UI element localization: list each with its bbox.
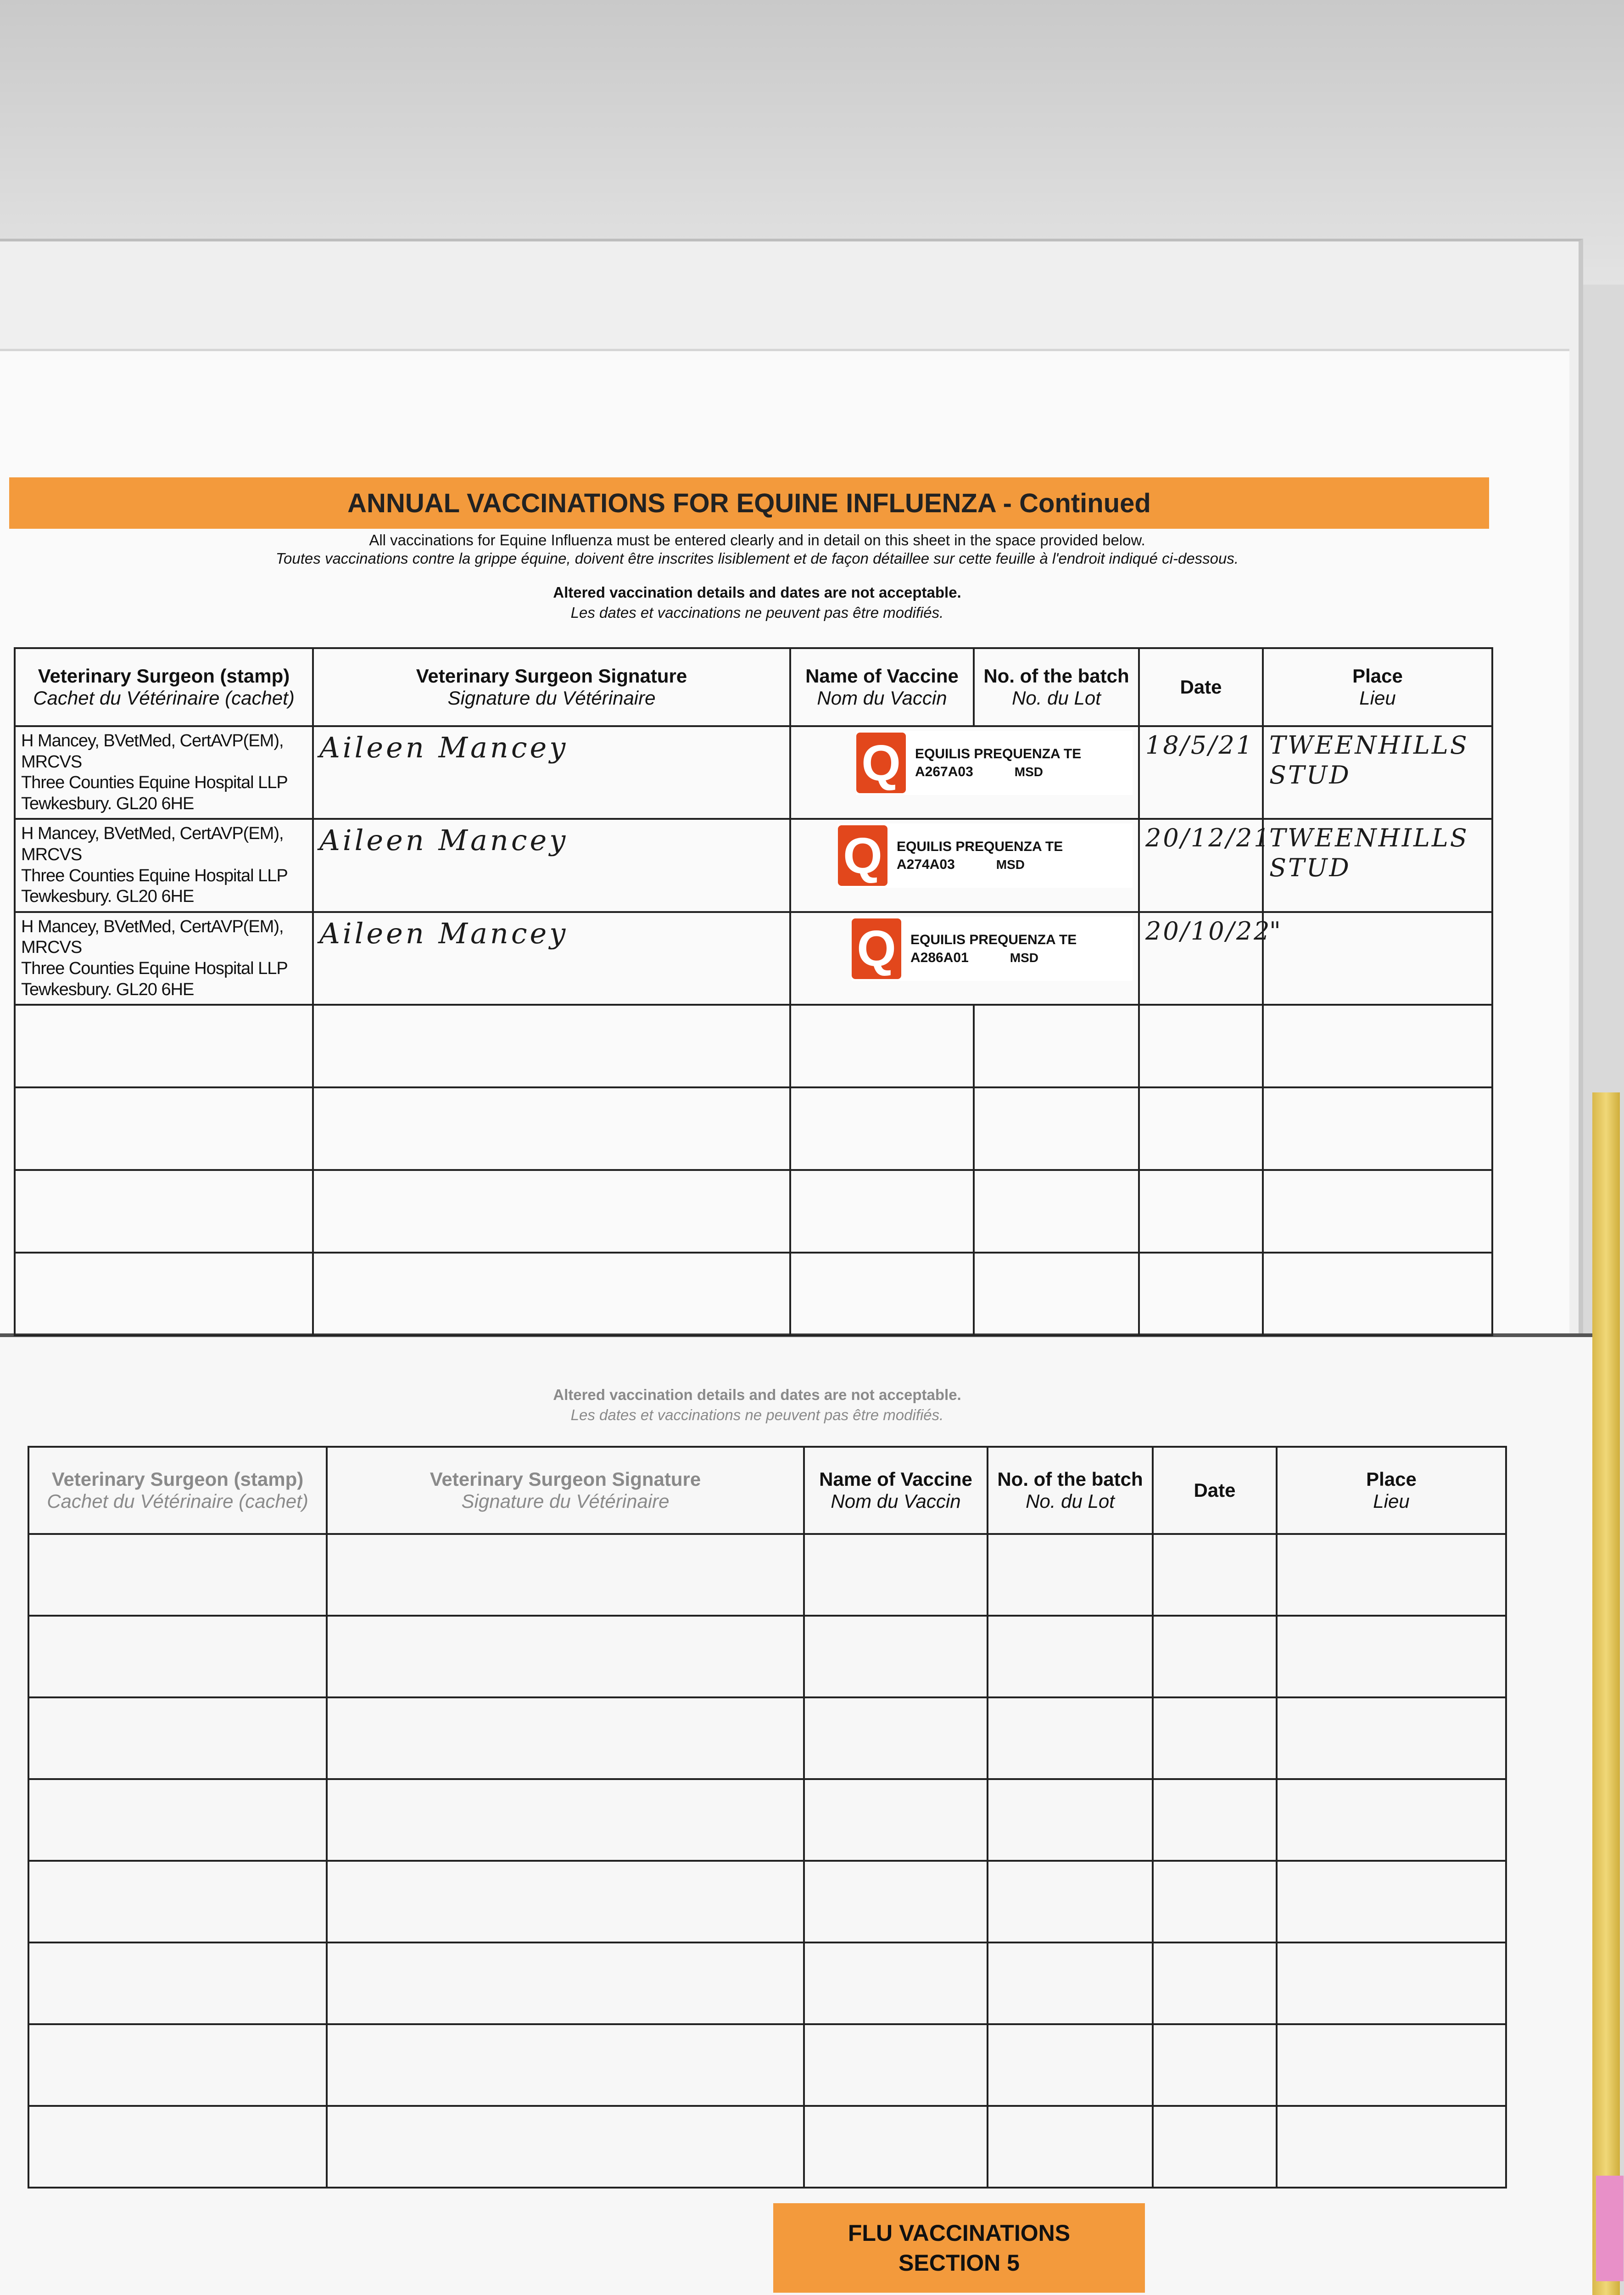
lower-warning-fr: Les dates et vaccinations ne peuvent pas être modifiés.	[570, 1406, 944, 1423]
lower-warning-en: Altered vaccination details and dates are not acceptable.	[553, 1386, 961, 1403]
vaccine-label: Q EQUILIS PREQUENZA TE A286A01 MSD	[790, 912, 1139, 1005]
vaccine-logo: Q	[852, 918, 901, 979]
vet-signature: Aileen Mancey	[313, 912, 790, 1005]
vaccination-date: 20/10/22	[1139, 912, 1263, 1005]
footer-line-2: SECTION 5	[899, 2250, 1020, 2276]
table-row	[15, 1005, 1492, 1087]
table-row	[28, 2024, 1506, 2106]
table-row	[28, 1942, 1506, 2024]
vaccination-date: 20/12/21	[1139, 819, 1263, 912]
table-row	[15, 726, 1492, 819]
footer-line-1: FLU VACCINATIONS	[848, 2220, 1071, 2246]
col-stamp: Veterinary Surgeon (stamp) Cachet du Vétérinaire (cachet)	[15, 648, 313, 726]
instruction-fr: Toutes vaccinations contre la grippe équine, doivent être inscrites lisiblement et de façon détaillee sur cette feuille à l'endroit indiqué ci-dessous.	[275, 550, 1239, 567]
batch-number: A267A03	[915, 764, 973, 779]
vaccine-logo: Q	[856, 733, 906, 793]
table-header-row	[28, 1447, 1506, 1534]
section-banner	[9, 477, 1489, 529]
vet-stamp: H Mancey, BVetMed, CertAVP(EM), MRCVS Three Counties Equine Hospital LLP Tewkesbury. GL20 6HE	[15, 819, 313, 912]
warning-en: Altered vaccination details and dates are not acceptable.	[553, 584, 961, 601]
vaccination-table	[14, 647, 1493, 1336]
vaccine-logo: Q	[838, 825, 887, 886]
col-place: Place Lieu	[1263, 648, 1492, 726]
lower-vaccination-table	[28, 1446, 1507, 2189]
col-signature: Veterinary Surgeon Signature Signature du Vétérinaire	[327, 1447, 804, 1534]
col-date: Date	[1139, 648, 1263, 726]
msd-logo: MSD	[996, 857, 1025, 872]
col-vaccine: Name of Vaccine Nom du Vaccin	[804, 1447, 988, 1534]
vaccination-place: "	[1263, 912, 1492, 1005]
passport-cover-edge	[1592, 1092, 1620, 2295]
col-batch: No. of the batch No. du Lot	[988, 1447, 1153, 1534]
table-row	[28, 1534, 1506, 1616]
col-date: Date	[1153, 1447, 1277, 1534]
msd-logo: MSD	[1014, 765, 1043, 779]
vet-stamp: H Mancey, BVetMed, CertAVP(EM), MRCVS Three Counties Equine Hospital LLP Tewkesbury. GL20 6HE	[15, 912, 313, 1005]
col-vaccine: Name of Vaccine Nom du Vaccin	[790, 648, 974, 726]
table-row	[28, 1861, 1506, 1942]
col-place: Place Lieu	[1277, 1447, 1506, 1534]
table-row	[15, 912, 1492, 1005]
page-title: ANNUAL VACCINATIONS FOR EQUINE INFLUENZA - Continued	[347, 488, 1151, 518]
table-row	[15, 1087, 1492, 1170]
vaccination-date: 18/5/21	[1139, 726, 1263, 819]
vaccine-label: Q EQUILIS PREQUENZA TE A267A03 MSD	[790, 726, 1139, 819]
index-tab	[1596, 2176, 1624, 2281]
vaccination-place: TWEENHILLS STUD	[1263, 819, 1492, 912]
batch-number: A286A01	[910, 950, 969, 965]
vet-signature: Aileen Mancey	[313, 819, 790, 912]
col-batch: No. of the batch No. du Lot	[974, 648, 1139, 726]
table-row	[15, 1253, 1492, 1335]
section-footer	[773, 2203, 1145, 2293]
table-header-row	[15, 648, 1492, 726]
table-row	[15, 1170, 1492, 1253]
batch-number: A274A03	[897, 857, 955, 873]
col-signature: Veterinary Surgeon Signature Signature du Vétérinaire	[313, 648, 790, 726]
vaccination-place: TWEENHILLS STUD	[1263, 726, 1492, 819]
table-row	[28, 2106, 1506, 2188]
msd-logo: MSD	[1010, 950, 1038, 965]
warning-fr: Les dates et vaccinations ne peuvent pas être modifiés.	[570, 604, 944, 621]
table-row	[28, 1779, 1506, 1861]
instruction-en: All vaccinations for Equine Influenza must be entered clearly and in detail on this sheet in the space provided below.	[369, 532, 1145, 549]
table-row	[15, 819, 1492, 912]
table-row	[28, 1697, 1506, 1779]
vet-stamp: H Mancey, BVetMed, CertAVP(EM), MRCVS Three Counties Equine Hospital LLP Tewkesbury. GL20 6HE	[15, 726, 313, 819]
vaccine-label: Q EQUILIS PREQUENZA TE A274A03 MSD	[790, 819, 1139, 912]
col-stamp: Veterinary Surgeon (stamp) Cachet du Vétérinaire (cachet)	[28, 1447, 327, 1534]
table-row	[28, 1616, 1506, 1697]
vet-signature: Aileen Mancey	[313, 726, 790, 819]
